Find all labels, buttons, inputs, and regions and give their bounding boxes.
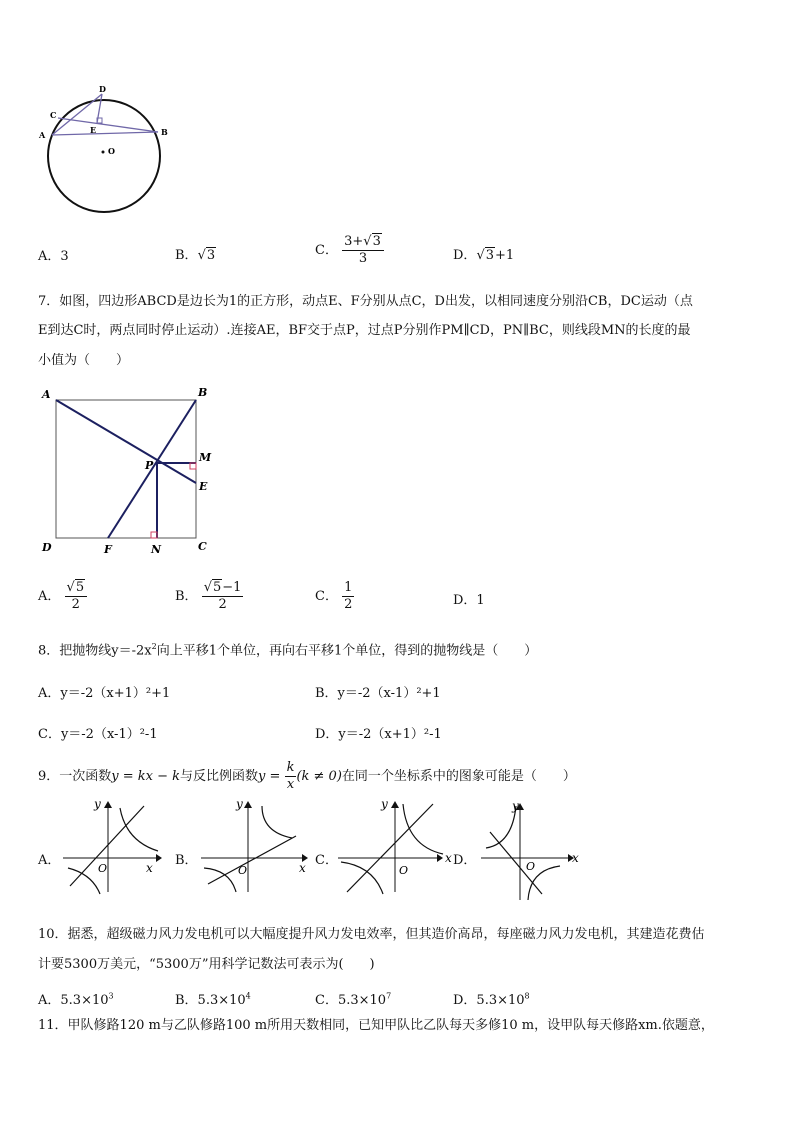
q11-line1: 11．甲队修路120 m与乙队修路100 m所用天数相同，已知甲队比乙队每天多修10 m，设甲队每天修路xm.依题意，: [38, 1018, 714, 1033]
q9-stem: 9．一次函数y = kx − k与反比例函数y = $\frac{k}{x}$ (k ≠ 0)在同一个坐标系中的图象可能是（ ）: [38, 760, 576, 792]
q9-graph-d: [476, 796, 586, 906]
svg-text:y: y: [236, 797, 243, 811]
q9-option-c-label: C．: [315, 853, 338, 868]
label-E: E: [90, 125, 97, 135]
q7-option-d: D．1: [453, 593, 485, 608]
label-D: D: [99, 84, 106, 94]
q9-option-a-label: A．: [38, 853, 61, 868]
q7-line3: 小值为（ ）: [38, 353, 130, 368]
q8-stem: 8．把抛物线$y=-2x^2$向上平移1个单位，再向右平移1个单位，得到的抛物线是（ ）: [38, 642, 538, 659]
label-P: P: [145, 459, 154, 472]
q7-line2: E到达C时，两点同时停止运动）.连接AE，BF交于点P，过点P分别作PM∥CD，PN∥BC，则线段MN的长度的最: [38, 323, 691, 338]
q6-option-b: B．√3: [175, 248, 216, 263]
q9-option-d-label: D．: [453, 853, 477, 868]
label-O: O: [108, 146, 115, 156]
label-N: N: [151, 543, 162, 556]
q8-option-b: B．y＝-2（x-1）²+1: [315, 686, 441, 701]
label-E: E: [199, 480, 208, 493]
label-F: F: [104, 543, 112, 556]
q9-graph-b: [196, 796, 314, 896]
svg-text:O: O: [526, 860, 536, 873]
svg-text:O: O: [238, 864, 248, 877]
q7-option-c: C． $\frac{1}{2}$: [315, 580, 353, 612]
label-D: D: [42, 541, 52, 554]
square-figure: [38, 383, 218, 558]
svg-text:x: x: [572, 851, 579, 865]
q10-option-b: B．$5.3\times 10^4$: [175, 991, 251, 1008]
q8-option-d: D．y＝-2（x+1）²-1: [315, 727, 442, 742]
q6-option-a: A．3: [38, 249, 69, 264]
svg-text:y: y: [94, 797, 101, 811]
q9-graph-a: [58, 796, 168, 896]
q10-line1: 10．据悉，超级磁力风力发电机可以大幅度提升风力发电效率，但其造价高昂，每座磁力风力发电机，其建造花费估: [38, 927, 705, 942]
label-M: M: [199, 451, 212, 464]
svg-text:x: x: [445, 851, 452, 865]
q10-option-c: C．$5.3\times 10^7$: [315, 991, 392, 1008]
label-B: B: [198, 386, 208, 399]
q10-option-a: A．$5.3\times 10^3$: [38, 991, 114, 1008]
circle-figure: [36, 80, 176, 220]
label-A: A: [42, 388, 51, 401]
q8-option-a: A．y＝-2（x+1）²+1: [38, 686, 171, 701]
q8-option-c: C．y＝-2（x-1）²-1: [38, 727, 158, 742]
svg-text:x: x: [146, 861, 153, 875]
q10-line2: 计要5300万美元，“5300万”用科学记数法可表示为( ): [38, 957, 375, 972]
q9-graph-c: [333, 796, 453, 896]
q7-option-a: A． $\frac{√5}{2}$: [38, 580, 87, 613]
label-C: C: [198, 540, 207, 553]
q7-line1: 7．如图，四边形ABCD是边长为1的正方形，动点E、F分别从点C，D出发，以相同速度分别沿CB，DC运动（点: [38, 294, 693, 309]
q9-option-b-label: B．: [175, 853, 198, 868]
label-C: C: [50, 110, 57, 120]
label-A: A: [39, 130, 46, 140]
q6-option-d: D．√3+1: [453, 248, 515, 263]
label-B: B: [161, 127, 168, 137]
svg-text:x: x: [299, 861, 306, 875]
svg-text:y: y: [512, 799, 519, 813]
svg-text:O: O: [98, 862, 108, 875]
q6-option-c: C． $\frac{3+√3}{3}$: [315, 234, 384, 267]
svg-text:O: O: [399, 864, 409, 877]
q10-option-d: D．$5.3\times 10^8$: [453, 991, 530, 1008]
q7-option-b: B． $\frac{√5-1}{2}$: [175, 580, 242, 612]
svg-text:y: y: [381, 797, 388, 811]
